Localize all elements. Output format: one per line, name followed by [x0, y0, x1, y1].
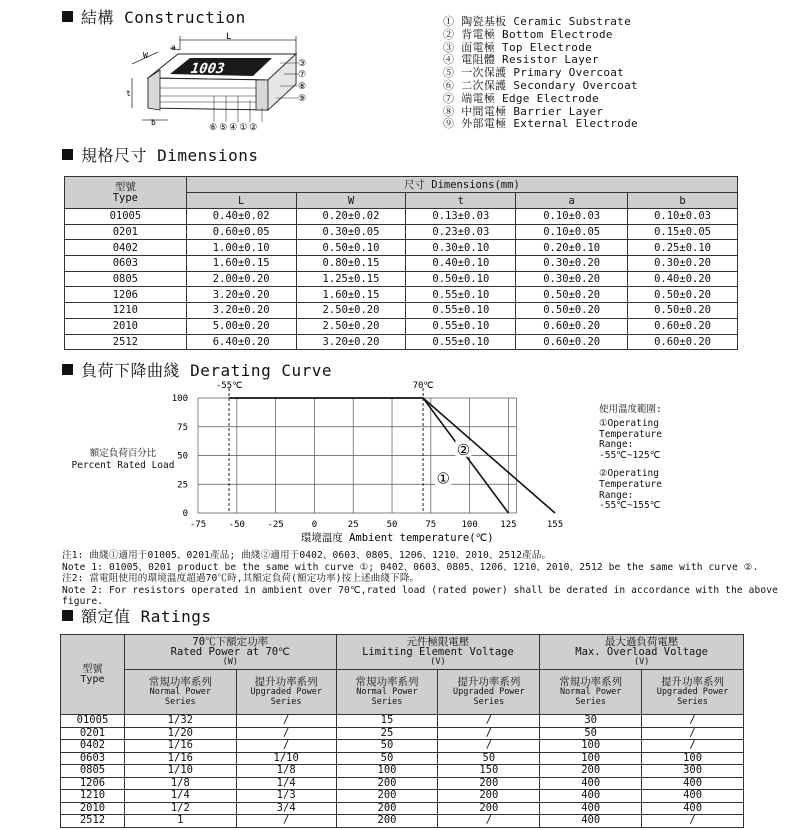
rating-cell: /: [642, 727, 744, 740]
x-tick-label: 125: [500, 520, 517, 530]
dim-cell: 3.20±0.20: [296, 334, 406, 350]
rating-cell: 400: [642, 802, 744, 815]
dim-cell: 0.60±0.20: [628, 334, 738, 350]
dim-label-L: L: [226, 32, 232, 42]
y-tick-label: 0: [182, 509, 188, 519]
dim-col-a: a: [516, 193, 628, 209]
legend-item: ⑦ 端電極 Edge Electrode: [443, 91, 599, 105]
rating-cell: 1/32: [124, 715, 236, 728]
type-cell: 0201: [65, 224, 187, 240]
construction-diagram: [0, 0, 802, 140]
y-tick-label: 75: [177, 422, 188, 433]
group-header-limiting-voltage: 元件極限電壓 Limiting Element Voltage (V): [336, 635, 540, 670]
ratings-table: [60, 634, 744, 828]
type-cell: 1210: [65, 303, 187, 319]
subheader-upgraded-series: 提升功率系列 Upgraded Power Series: [438, 670, 540, 715]
dim-cell: 0.30±0.20: [516, 271, 628, 287]
legend-item: ⑨ 外部電極 External Electrode: [443, 117, 638, 131]
dim-cell: 0.20±0.02: [296, 209, 406, 225]
dim-cell: 0.55±0.10: [406, 318, 516, 334]
subheader-normal-series: 常規功率系列 Normal Power Series: [336, 670, 438, 715]
dim-cell: 0.10±0.03: [516, 209, 628, 225]
rating-cell: /: [236, 727, 336, 740]
section-title-text: 額定值 Ratings: [81, 607, 212, 626]
type-cell: 1206: [65, 287, 187, 303]
type-cell: 1206: [61, 777, 125, 790]
subheader-upgraded-series: 提升功率系列 Upgraded Power Series: [236, 670, 336, 715]
dim-label-a: a: [171, 43, 176, 52]
table-row: [65, 224, 738, 240]
rating-cell: 100: [540, 752, 642, 765]
marker-label: -55℃: [215, 381, 243, 391]
y-axis-label: 額定負荷百分比 Percent Rated Load: [71, 448, 175, 471]
dim-cell: 1.60±0.15: [296, 287, 406, 303]
dim-cell: 0.55±0.10: [406, 334, 516, 350]
construction-legend: [443, 16, 638, 131]
table-row: [61, 740, 744, 753]
dim-cell: 0.60±0.20: [516, 334, 628, 350]
callout-8: ⑧: [298, 82, 307, 92]
rating-cell: 1/8: [124, 777, 236, 790]
x-tick-label: 25: [347, 520, 359, 530]
type-cell: 2010: [61, 802, 125, 815]
type-cell: 1210: [61, 790, 125, 803]
notes: [62, 550, 802, 608]
rating-cell: 1/2: [124, 802, 236, 815]
dim-cell: 0.55±0.10: [406, 303, 516, 319]
dim-cell: 0.40±0.20: [628, 271, 738, 287]
rating-cell: 1/4: [124, 790, 236, 803]
rating-cell: 1/4: [236, 777, 336, 790]
dim-cell: 0.60±0.20: [516, 318, 628, 334]
dim-cell: 0.50±0.10: [296, 240, 406, 256]
dim-label-b: b: [151, 118, 156, 127]
table-row: [65, 271, 738, 287]
rating-cell: 30: [540, 715, 642, 728]
rating-cell: 25: [336, 727, 438, 740]
type-cell: 01005: [65, 209, 187, 225]
callout-7: ⑦: [298, 70, 307, 80]
group-header-overload-voltage: 最大過負荷電壓 Max. Overload Voltage (V): [540, 635, 744, 670]
rating-cell: 200: [438, 802, 540, 815]
marker-label: 70℃: [412, 381, 434, 391]
section-title-ratings: [62, 604, 212, 627]
dim-cell: 0.60±0.20: [628, 318, 738, 334]
rating-cell: /: [236, 815, 336, 828]
section-title-text: 結構 Construction: [81, 8, 246, 27]
dim-cell: 0.30±0.10: [406, 240, 516, 256]
legend-item: ① 陶瓷基板 Ceramic Substrate: [443, 15, 632, 28]
rating-cell: 1: [124, 815, 236, 828]
table-row: [65, 318, 738, 334]
dim-cell: 0.80±0.15: [296, 256, 406, 272]
table-row: [61, 765, 744, 778]
type-cell: 2512: [61, 815, 125, 828]
section-title-text: 負荷下降曲綫 Derating Curve: [81, 361, 332, 380]
rating-cell: 100: [336, 765, 438, 778]
dim-cell: 6.40±0.20: [186, 334, 296, 350]
table-row: [65, 209, 738, 225]
x-tick-label: -25: [267, 520, 284, 530]
rating-cell: 400: [540, 802, 642, 815]
group-header-rated-power: 70℃下額定功率 Rated Power at 70℃ (W): [124, 635, 336, 670]
type-cell: 2512: [65, 334, 187, 350]
y-tick-label: 100: [171, 394, 188, 404]
dim-cell: 0.30±0.20: [628, 256, 738, 272]
dim-cell: 1.60±0.15: [186, 256, 296, 272]
type-header: 型號 Type: [65, 177, 187, 209]
rating-cell: 50: [336, 752, 438, 765]
section-bullet: [62, 364, 73, 375]
rating-cell: 400: [642, 790, 744, 803]
rating-cell: /: [438, 740, 540, 753]
note-line: 注2: 當電阻使用的環境溫度超過70℃時,其額定負荷(額定功率)按上述曲綫下降。: [62, 573, 420, 585]
dim-cell: 0.50±0.20: [516, 287, 628, 303]
x-tick-label: 50: [386, 520, 398, 530]
rating-cell: 100: [642, 752, 744, 765]
dim-cell: 0.60±0.05: [186, 224, 296, 240]
rating-cell: 3/4: [236, 802, 336, 815]
series-label: ①: [436, 469, 450, 488]
table-row: [65, 240, 738, 256]
rating-cell: /: [642, 815, 744, 828]
dimensions-table: [64, 176, 738, 350]
callout-3: ③: [298, 59, 307, 69]
rating-cell: 1/10: [236, 752, 336, 765]
rating-cell: /: [438, 715, 540, 728]
rating-cell: 400: [540, 815, 642, 828]
rating-cell: /: [642, 740, 744, 753]
rating-cell: 1/8: [236, 765, 336, 778]
subheader-normal-series: 常規功率系列 Normal Power Series: [540, 670, 642, 715]
x-tick-label: 100: [461, 520, 478, 530]
type-cell: 0603: [65, 256, 187, 272]
table-row: [61, 752, 744, 765]
dim-cell: 0.20±0.10: [516, 240, 628, 256]
legend-item: ⑥ 二次保護 Secondary Overcoat: [443, 78, 638, 92]
note-line: Note 1: 01005、0201 product be the same with curve ①; 0402、0603、0805、1206、1210、2010、2512 be the same with curve ②.: [62, 561, 759, 573]
section-bullet: [62, 610, 73, 621]
table-row: [61, 777, 744, 790]
dim-cell: 1.25±0.15: [296, 271, 406, 287]
section-title-dimensions: [62, 143, 258, 166]
rating-cell: 200: [336, 815, 438, 828]
dim-cell: 0.50±0.20: [628, 303, 738, 319]
type-cell: 0402: [61, 740, 125, 753]
x-axis-label: 環境溫度 Ambient temperature(℃): [300, 532, 494, 544]
table-row: [65, 303, 738, 319]
y-tick-label: 50: [177, 451, 188, 462]
rating-cell: 100: [540, 740, 642, 753]
dim-col-t: t: [406, 193, 516, 209]
rating-cell: 200: [540, 765, 642, 778]
dim-cell: 1.00±0.10: [186, 240, 296, 256]
dim-cell: 0.50±0.20: [516, 303, 628, 319]
note-line: 注1: 曲綫①適用于01005、0201產品; 曲綫②適用于0402、0603、0805、1206、1210、2010、2512產品。: [62, 550, 552, 561]
dim-cell: 0.40±0.02: [186, 209, 296, 225]
dim-cell: 0.13±0.03: [406, 209, 516, 225]
section-bullet: [62, 149, 73, 160]
dim-cell: 0.10±0.03: [628, 209, 738, 225]
rating-cell: /: [438, 727, 540, 740]
rating-cell: 300: [642, 765, 744, 778]
dim-cell: 2.50±0.20: [296, 303, 406, 319]
dim-cell: 3.20±0.20: [186, 287, 296, 303]
table-row: [61, 715, 744, 728]
dim-cell: 0.40±0.10: [406, 256, 516, 272]
dim-cell: 3.20±0.20: [186, 303, 296, 319]
dim-cell: 0.10±0.05: [516, 224, 628, 240]
rating-cell: 400: [642, 777, 744, 790]
y-tick-label: 25: [177, 480, 188, 491]
callouts-bottom: ⑥⑤④①②: [209, 123, 260, 133]
rating-cell: /: [642, 715, 744, 728]
table-row: [61, 727, 744, 740]
section-title-derating: [62, 358, 332, 381]
rating-cell: 200: [438, 777, 540, 790]
dim-cell: 0.15±0.05: [628, 224, 738, 240]
series-label: ②: [456, 440, 471, 459]
dim-cell: 0.55±0.10: [406, 287, 516, 303]
type-cell: 0805: [65, 271, 187, 287]
type-cell: 0603: [61, 752, 125, 765]
x-tick-label: 155: [546, 520, 564, 530]
table-row: [65, 256, 738, 272]
dim-cell: 0.23±0.03: [406, 224, 516, 240]
dim-cell: 2.50±0.20: [296, 318, 406, 334]
table-row: [61, 802, 744, 815]
size-header: 尺寸 Dimensions(mm): [186, 177, 737, 193]
type-cell: 2010: [65, 318, 187, 334]
rating-cell: 1/16: [124, 740, 236, 753]
rating-cell: 50: [438, 752, 540, 765]
dim-cell: 5.00±0.20: [186, 318, 296, 334]
type-cell: 01005: [61, 715, 125, 728]
legend-item: ⑧ 中間電極 Barrier Layer: [443, 104, 604, 118]
dim-cell: 0.50±0.10: [406, 271, 516, 287]
rating-cell: 400: [540, 777, 642, 790]
temperature-range-note: 使用溫度範圍: ①Operating Temperature Range: -55℃~125℃ ②Operating Temperature Range: -55℃~155℃: [599, 404, 662, 512]
rating-cell: 1/3: [236, 790, 336, 803]
dim-cell: 0.25±0.10: [628, 240, 738, 256]
legend-item: ④ 電阻體 Resistor Layer: [443, 53, 599, 67]
subheader-normal-series: 常規功率系列 Normal Power Series: [124, 670, 236, 715]
table-row: [61, 815, 744, 828]
table-row: [65, 287, 738, 303]
subheader-upgraded-series: 提升功率系列 Upgraded Power Series: [642, 670, 744, 715]
dim-label-t: t: [126, 89, 131, 98]
rating-cell: 15: [336, 715, 438, 728]
table-row: [61, 790, 744, 803]
chip-marking: 1003: [188, 61, 227, 77]
dim-col-W: W: [296, 193, 406, 209]
type-cell: 0402: [65, 240, 187, 256]
legend-item: ⑤ 一次保護 Primary Overcoat: [443, 66, 625, 80]
rating-cell: 200: [438, 790, 540, 803]
x-tick-label: -50: [228, 520, 245, 530]
dim-label-W: W: [143, 51, 148, 60]
note-line: Note 2: For resistors operated in ambient over 70℃,rated load (rated power) shall be derated in accordance with the above figure.: [62, 584, 778, 608]
dim-col-b: b: [628, 193, 738, 209]
rating-cell: 150: [438, 765, 540, 778]
ratings-type-header: 型號 Type: [61, 635, 125, 715]
rating-cell: /: [236, 740, 336, 753]
legend-item: ③ 面電極 Top Electrode: [443, 40, 593, 54]
rating-cell: 1/10: [124, 765, 236, 778]
rating-cell: 200: [336, 790, 438, 803]
section-title-text: 規格尺寸 Dimensions: [81, 146, 259, 165]
rating-cell: /: [236, 715, 336, 728]
rating-cell: 50: [540, 727, 642, 740]
type-cell: 0201: [61, 727, 125, 740]
callout-9: ⑨: [298, 94, 307, 104]
x-tick-label: 75: [425, 520, 437, 530]
rating-cell: 200: [336, 777, 438, 790]
rating-cell: 400: [540, 790, 642, 803]
dim-col-L: L: [186, 193, 296, 209]
rating-cell: 1/20: [124, 727, 236, 740]
dim-cell: 0.50±0.20: [628, 287, 738, 303]
rating-cell: 200: [336, 802, 438, 815]
legend-item: ② 背電極 Bottom Electrode: [443, 27, 613, 41]
x-tick-label: -75: [189, 520, 207, 530]
x-tick-label: 0: [311, 520, 318, 530]
dim-cell: 2.00±0.20: [186, 271, 296, 287]
dim-cell: 0.30±0.20: [516, 256, 628, 272]
dim-cell: 0.30±0.05: [296, 224, 406, 240]
rating-cell: 1/16: [124, 752, 236, 765]
rating-cell: /: [438, 815, 540, 828]
rating-cell: 50: [336, 740, 438, 753]
type-cell: 0805: [61, 765, 125, 778]
table-row: [65, 334, 738, 350]
